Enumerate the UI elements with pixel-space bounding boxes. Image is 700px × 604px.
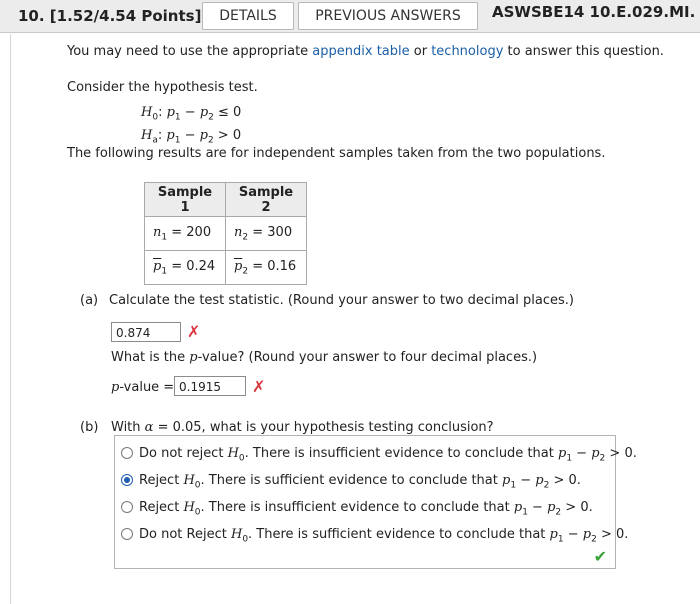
pvalue-input[interactable]: 0.1915: [174, 376, 246, 396]
radio-button-selected[interactable]: [121, 474, 133, 486]
p1-cell: $\overline{p}_1 = 0.24$: [145, 251, 226, 285]
tab-details[interactable]: DETAILS: [202, 2, 294, 30]
part-a-label: (a): [80, 293, 99, 308]
correct-check-icon: ✔: [593, 547, 607, 566]
radio-button[interactable]: [121, 501, 133, 513]
part-a-question: Calculate the test statistic. (Round your answer to two decimal places.): [109, 293, 574, 308]
tab-previous-answers[interactable]: PREVIOUS ANSWERS: [298, 2, 478, 30]
n2-cell: $n_2 = 300$: [226, 217, 307, 251]
conclusion-options: [114, 435, 637, 569]
part-b-label: (b): [80, 420, 99, 435]
part-b-question: With α = 0.05, what is your hypothesis testing conclusion?: [111, 420, 494, 435]
incorrect-x-icon: ✗: [252, 377, 266, 396]
radio-button[interactable]: [121, 447, 133, 459]
radio-button[interactable]: [121, 528, 133, 540]
sample1-header: Sample 1: [145, 183, 226, 217]
test-statistic-input[interactable]: 0.874: [111, 322, 181, 342]
option-reject-sufficient[interactable]: Reject $H_0$. There is sufficient evidence to conclude that $p_1 - p_2 > 0$.: [121, 473, 581, 491]
null-hypothesis: $H_0$: $p_1 - p_2 \le 0$: [141, 105, 242, 123]
question-header: [0, 0, 700, 33]
appendix-table-link[interactable]: appendix table: [312, 44, 410, 59]
consider-text: Consider the hypothesis test.: [67, 80, 258, 95]
p2-cell: $\overline{p}_2 = 0.16$: [226, 251, 307, 285]
sample2-header: Sample 2: [226, 183, 307, 217]
results-text: The following results are for independent samples taken from the two populations.: [67, 146, 606, 161]
pvalue-question: What is the p-value? (Round your answer to four decimal places.): [111, 350, 538, 365]
sample-table: [144, 182, 307, 285]
option-reject-insufficient[interactable]: Reject $H_0$. There is insufficient evidence to conclude that $p_1 - p_2 > 0$.: [121, 500, 593, 518]
option-do-not-reject-insufficient[interactable]: Do not reject $H_0$. There is insufficient evidence to conclude that $p_1 - p_2 > 0$.: [121, 446, 637, 464]
intro-text: You may need to use the appropriate appendix table or technology to answer this question.: [67, 44, 664, 59]
technology-link[interactable]: technology: [431, 44, 504, 59]
question-number: 10. [1.52/4.54 Points]: [18, 7, 202, 25]
problem-code: ASWSBE14 10.E.029.MI.: [492, 3, 696, 21]
hypotheses: [141, 104, 241, 149]
option-do-not-reject-sufficient[interactable]: Do not Reject $H_0$. There is sufficient evidence to conclude that $p_1 - p_2 > 0$.: [121, 527, 628, 545]
pvalue-label: p-value =: [111, 380, 175, 395]
alternative-hypothesis: $H_a$: $p_1 - p_2 > 0$: [141, 127, 242, 146]
incorrect-x-icon: ✗: [187, 322, 201, 341]
n1-cell: $n_1 = 200$: [145, 217, 226, 251]
